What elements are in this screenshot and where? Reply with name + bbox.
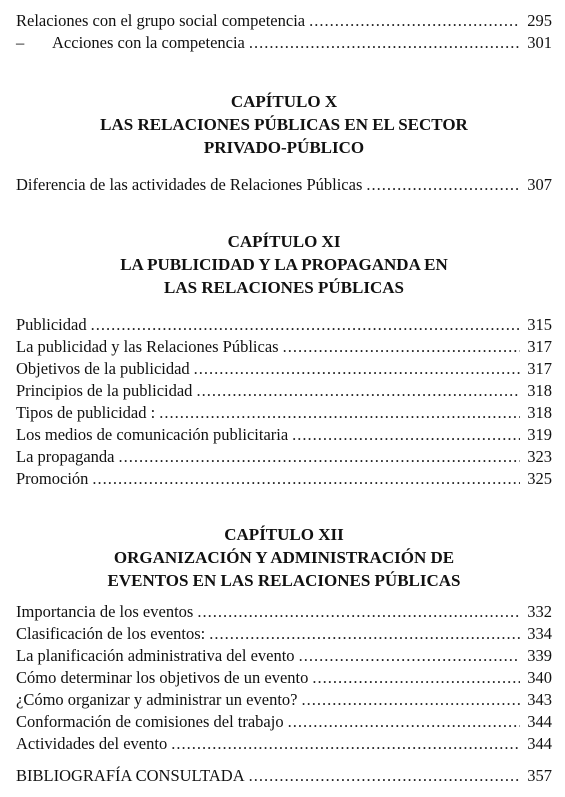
chapter-xii-heading: [16, 523, 552, 592]
entry-page: 318: [527, 381, 552, 400]
toc-entry-bibliography: [16, 766, 552, 788]
entry-page: 334: [527, 624, 552, 643]
dot-leader: [196, 381, 520, 401]
entry-title: ¿Cómo organizar y administrar un evento?: [16, 690, 298, 709]
toc-entry: [16, 646, 552, 668]
entry-page: 325: [527, 469, 552, 488]
dot-leader: [209, 624, 520, 644]
chapter-title-line: ORGANIZACIÓN Y ADMINISTRACIÓN DE: [113, 548, 455, 567]
entry-title: Tipos de publicidad :: [16, 403, 156, 422]
entry-page: 318: [527, 403, 552, 422]
entry-page: 319: [527, 425, 552, 444]
dot-leader: [91, 315, 520, 335]
entry-page: 339: [527, 646, 552, 665]
chapter-title-line: LA PUBLICIDAD Y LA PROPAGANDA EN: [120, 255, 448, 274]
toc-entry: [16, 602, 552, 624]
entry-page: 317: [527, 337, 552, 356]
entry-title: Acciones con la competencia: [52, 33, 245, 52]
dot-leader: [288, 712, 520, 732]
dot-leader: [171, 734, 520, 754]
entry-title: Diferencia de las actividades de Relaciones Públicas: [16, 175, 363, 194]
dot-leader: [301, 690, 520, 710]
entry-title: Los medios de comunicación publicitaria: [16, 425, 289, 444]
toc-entry: [16, 712, 552, 734]
entry-title: Promoción: [16, 469, 89, 488]
toc-entry: [16, 33, 552, 55]
entry-title: La planificación administrativa del evento: [16, 646, 295, 665]
dot-leader: [194, 359, 520, 379]
dot-leader: [119, 447, 521, 467]
entry-page: 343: [527, 690, 552, 709]
entry-page: 344: [527, 712, 552, 731]
dot-leader: [309, 11, 520, 31]
toc-entry: [16, 668, 552, 690]
toc-entry: [16, 337, 552, 359]
chapter-title-line: PRIVADO-PÚBLICO: [203, 138, 365, 157]
toc-entry: [16, 11, 552, 33]
chapter-title-line: EVENTOS EN LAS RELACIONES PÚBLICAS: [107, 571, 461, 590]
entry-title: BIBLIOGRAFÍA CONSULTADA: [16, 766, 245, 785]
toc-entry: [16, 734, 552, 756]
toc-entry: [16, 359, 552, 381]
toc-entry: [16, 175, 552, 197]
entry-title: Objetivos de la publicidad: [16, 359, 190, 378]
dot-leader: [292, 425, 520, 445]
chapter-x-heading: [16, 90, 552, 159]
toc-entry: [16, 447, 552, 469]
entry-title: La propaganda: [16, 447, 115, 466]
entry-page: 340: [527, 668, 552, 687]
entry-title: Conformación de comisiones del trabajo: [16, 712, 284, 731]
chapter-label: CAPÍTULO XI: [227, 232, 341, 251]
entry-title: Relaciones con el grupo social competencia: [16, 11, 306, 30]
toc-entry: [16, 690, 552, 712]
toc-entry: [16, 403, 552, 425]
toc-entry: [16, 469, 552, 491]
entry-page: 301: [527, 33, 552, 52]
entry-title: Publicidad: [16, 315, 87, 334]
entry-title: Principios de la publicidad: [16, 381, 193, 400]
entry-title: Actividades del evento: [16, 734, 168, 753]
dot-leader: [283, 337, 520, 357]
entry-page: 323: [527, 447, 552, 466]
entry-title-wrap: [16, 33, 245, 53]
entry-title: La publicidad y las Relaciones Públicas: [16, 337, 279, 356]
entry-title: Cómo determinar los objetivos de un evento: [16, 668, 309, 687]
toc-entry: [16, 315, 552, 337]
dot-leader: [299, 646, 520, 666]
entry-title: Importancia de los eventos: [16, 602, 194, 621]
chapter-xi-heading: [16, 230, 552, 299]
toc-entry: [16, 425, 552, 447]
dot-leader: [366, 175, 520, 195]
entry-dash: –: [16, 33, 25, 52]
entry-page: 317: [527, 359, 552, 378]
entry-page: 344: [527, 734, 552, 753]
entry-title: Clasificación de los eventos:: [16, 624, 206, 643]
chapter-title-line: LAS RELACIONES PÚBLICAS: [164, 278, 404, 297]
dot-leader: [197, 602, 520, 622]
dot-leader: [159, 403, 520, 423]
chapter-title-line: LAS RELACIONES PÚBLICAS EN EL SECTOR: [100, 115, 468, 134]
chapter-label: CAPÍTULO X: [230, 92, 338, 111]
dot-leader: [249, 33, 520, 53]
entry-page: 295: [527, 11, 552, 30]
entry-page: 307: [527, 175, 552, 194]
entry-page: 332: [527, 602, 552, 621]
dot-leader: [249, 766, 520, 786]
entry-page: 315: [527, 315, 552, 334]
dot-leader: [92, 469, 520, 489]
entry-page: 357: [527, 766, 552, 785]
dot-leader: [312, 668, 520, 688]
toc-entry: [16, 624, 552, 646]
toc-entry: [16, 381, 552, 403]
chapter-label: CAPÍTULO XII: [224, 525, 344, 544]
